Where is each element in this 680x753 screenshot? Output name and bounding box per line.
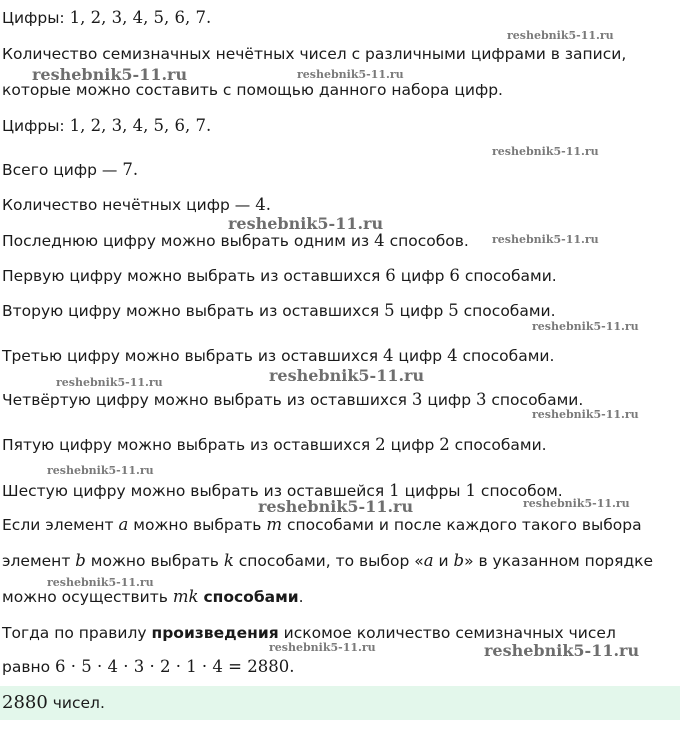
- watermark: reshebnik5-11.ru: [269, 366, 425, 385]
- rule-line2: элемент b можно выбрать k способами, то выбор «a и b» в указанном порядке: [2, 551, 654, 570]
- task-question-line1: Количество семизначных нечётных чисел с различными цифрами в записи,: [2, 45, 627, 63]
- watermark: reshebnik5-11.ru: [492, 145, 599, 158]
- answer-box: [0, 686, 680, 720]
- rule-line1: Если элемент a можно выбрать m способами и после каждого такого выбора: [2, 515, 642, 534]
- watermark: reshebnik5-11.ru: [56, 376, 163, 389]
- watermark: reshebnik5-11.ru: [258, 497, 414, 516]
- rule-line3: можно осуществить mk способами.: [2, 587, 304, 606]
- watermark: reshebnik5-11.ru: [32, 65, 188, 84]
- conclusion-line2: равно 6 · 5 · 4 · 3 · 2 · 1 · 4 = 2880.: [2, 657, 295, 676]
- second-digit-line: Вторую цифру можно выбрать из оставшихся 5 цифр 5 способами.: [2, 301, 556, 320]
- watermark: reshebnik5-11.ru: [47, 464, 154, 477]
- watermark: reshebnik5-11.ru: [297, 68, 404, 81]
- watermark: reshebnik5-11.ru: [492, 233, 599, 246]
- watermark: reshebnik5-11.ru: [47, 576, 154, 589]
- first-digit-line: Первую цифру можно выбрать из оставшихся 6 цифр 6 способами.: [2, 266, 557, 285]
- answer-line: 2880 чисел.: [2, 692, 105, 713]
- third-digit-line: Третью цифру можно выбрать из оставшихся 4 цифр 4 способами.: [2, 346, 555, 365]
- watermark: reshebnik5-11.ru: [523, 497, 630, 510]
- conclusion-line1: Тогда по правилу произведения искомое количество семизначных чисел: [2, 624, 616, 642]
- odd-digits-line: Количество нечётных цифр — 4.: [2, 195, 271, 214]
- task-digits-line: Цифры: 1, 2, 3, 4, 5, 6, 7.: [2, 8, 212, 27]
- watermark: reshebnik5-11.ru: [269, 641, 376, 654]
- fourth-digit-line: Четвёртую цифру можно выбрать из оставшихся 3 цифр 3 способами.: [2, 390, 584, 409]
- watermark: reshebnik5-11.ru: [507, 29, 614, 42]
- fifth-digit-line: Пятую цифру можно выбрать из оставшихся 2 цифр 2 способами.: [2, 435, 547, 454]
- watermark: reshebnik5-11.ru: [228, 214, 384, 233]
- total-digits-line: Всего цифр — 7.: [2, 160, 139, 179]
- watermark: reshebnik5-11.ru: [532, 320, 639, 333]
- watermark: reshebnik5-11.ru: [532, 408, 639, 421]
- sixth-digit-line: Шестую цифру можно выбрать из оставшейся 1 цифры 1 способом.: [2, 481, 563, 500]
- watermark: reshebnik5-11.ru: [484, 641, 640, 660]
- last-digit-line: Последнюю цифру можно выбрать одним из 4 способов.: [2, 231, 469, 250]
- solution-digits-line: Цифры: 1, 2, 3, 4, 5, 6, 7.: [2, 116, 212, 135]
- task-question-line2: которые можно составить с помощью данного набора цифр.: [2, 81, 503, 99]
